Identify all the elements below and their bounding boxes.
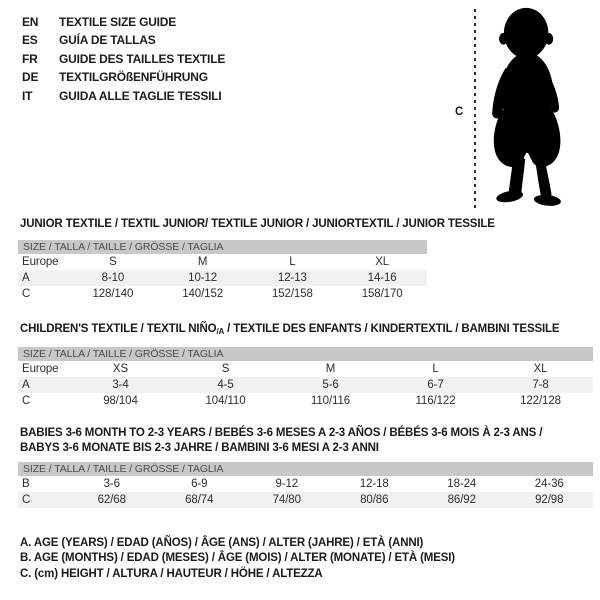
language-title-list (22, 13, 225, 105)
section-title-line2: BABYS 3-6 MONATE BIS 2-3 JAHRE / BAMBINI 3-6 MESI A 2-3 ANNI (20, 442, 379, 454)
row-label: B (22, 478, 30, 490)
lang-row-fr (22, 50, 225, 68)
size-cell: 12-18 (359, 478, 389, 490)
size-cell: 9-12 (275, 478, 299, 490)
section-title-subscript: /A (216, 327, 225, 336)
size-cell: S (221, 363, 230, 375)
lang-title: GUIDE DES TAILLES TEXTILE (59, 51, 226, 66)
row-label: A (22, 379, 30, 391)
table-row (18, 254, 427, 270)
section-title-text: CHILDREN'S TEXTILE / TEXTIL NIÑO (20, 323, 217, 335)
size-cell: 68/74 (185, 494, 214, 506)
table-row (18, 377, 593, 393)
children-size-table (18, 347, 593, 409)
lang-title: TEXTILE SIZE GUIDE (59, 15, 177, 29)
size-cell: 98/104 (103, 395, 138, 407)
size-cell: 86/92 (447, 494, 476, 506)
lang-row-it (22, 87, 225, 105)
size-cell: 8-10 (101, 272, 125, 284)
lang-code: DE (22, 70, 39, 85)
table-row (18, 286, 427, 302)
section-title-children (20, 322, 559, 339)
lang-code: ES (22, 33, 38, 48)
lang-row-de (22, 68, 225, 86)
row-label: Europe (22, 256, 59, 268)
size-cell: 140/152 (182, 288, 224, 300)
footnote-age-years: A. AGE (YEARS) / EDAD (AÑOS) / ÂGE (ANS) / ALTER (JAHRE) / ETÀ (ANNI) (20, 537, 424, 549)
footnote-age-months: B. AGE (MONTHS) / EDAD (MESES) / ÂGE (MOIS) / ALTER (MONATE) / ETÀ (MESI) (20, 552, 455, 565)
lang-code: IT (22, 88, 33, 103)
size-cell: 18-24 (447, 478, 477, 490)
size-cell: L (432, 363, 439, 375)
lang-code: FR (22, 51, 38, 66)
size-cell: 10-12 (188, 272, 218, 284)
size-cell: M (325, 363, 336, 375)
section-title-text: / TEXTILE DES ENFANTS / KINDERTEXTIL / BAMBINI TESSILE (224, 323, 560, 335)
footnote-height-cm: C. (cm) HEIGHT / ALTURA / HAUTEUR / HÖHE / ALTEZZA (20, 567, 323, 580)
lang-row-es (22, 31, 225, 49)
size-cell: 14-16 (367, 272, 397, 284)
size-cell: 152/158 (271, 288, 313, 300)
table-row (18, 361, 593, 377)
size-cell: 12-13 (277, 272, 307, 284)
size-cell: 3-4 (112, 379, 129, 391)
size-cell: 6-9 (191, 478, 208, 490)
size-cell: XL (533, 363, 548, 375)
size-cell: 80/86 (360, 494, 389, 506)
row-label: A (22, 272, 30, 284)
table-row (18, 476, 593, 492)
section-title-babies (20, 426, 542, 456)
size-cell: 74/80 (272, 494, 301, 506)
lang-title: GUIDA ALLE TAGLIE TESSILI (59, 88, 222, 103)
section-title-line1: BABIES 3-6 MONTH TO 2-3 YEARS / BEBÉS 3-6 MESES A 2-3 AÑOS / BÉBÉS 3-6 MOIS À 2-3 ANS / (20, 427, 543, 439)
size-cell: 128/140 (92, 288, 134, 300)
size-cell: 24-36 (534, 478, 564, 490)
size-cell: 62/68 (97, 494, 126, 506)
size-cell: 6-7 (427, 379, 444, 391)
junior-size-table (18, 240, 427, 302)
lang-row-en (22, 13, 225, 31)
section-title-text: JUNIOR TEXTILE / TEXTIL JUNIOR/ TEXTILE JUNIOR / JUNIORTEXTIL / JUNIOR TESSILE (20, 218, 495, 230)
height-measure-label: C (455, 106, 464, 118)
size-cell: 5-6 (322, 379, 339, 391)
size-cell: 122/128 (520, 395, 561, 407)
lang-code: EN (22, 15, 39, 29)
table-row (18, 492, 593, 508)
size-header-bar: SIZE / TALLA / TAILLE / GRÖSSE / TAGLIA (18, 462, 593, 476)
size-header-bar: SIZE / TALLA / TAILLE / GRÖSSE / TAGLIA (18, 240, 427, 254)
table-row (18, 270, 427, 286)
row-label: C (22, 288, 31, 300)
size-cell: 3-6 (103, 478, 120, 490)
babies-size-table (18, 462, 593, 508)
toddler-silhouette-icon (481, 4, 579, 212)
size-cell: 110/116 (310, 395, 351, 407)
size-cell: 104/110 (205, 395, 246, 407)
size-cell: 92/98 (535, 494, 564, 506)
size-cell: 4-5 (217, 379, 234, 391)
size-cell: 7-8 (532, 379, 549, 391)
row-label: C (22, 494, 31, 506)
row-label: Europe (22, 363, 59, 375)
footnote-legend (20, 536, 455, 582)
section-title-junior (20, 217, 495, 232)
size-cell: S (109, 256, 117, 268)
row-label: C (22, 395, 31, 407)
size-cell: L (289, 256, 296, 268)
size-cell: 158/170 (361, 288, 403, 300)
height-measure-dashed-line (474, 9, 476, 209)
size-cell: XL (375, 256, 390, 268)
size-cell: M (197, 256, 208, 268)
size-cell: 116/122 (415, 395, 456, 407)
lang-title: TEXTILGRÖßENFÜHRUNG (59, 70, 208, 85)
table-row (18, 393, 593, 409)
size-cell: XS (112, 363, 129, 375)
size-header-bar: SIZE / TALLA / TAILLE / GRÖSSE / TAGLIA (18, 347, 593, 361)
lang-title: GUÍA DE TALLAS (59, 33, 156, 48)
